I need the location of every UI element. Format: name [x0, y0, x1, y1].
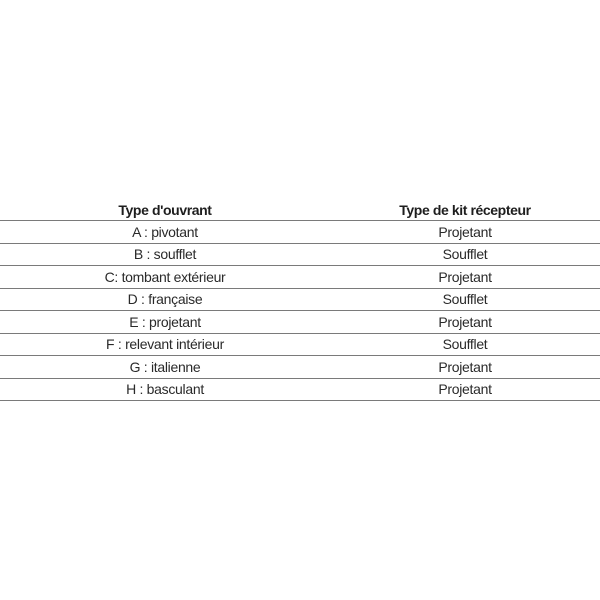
table-row: [0, 244, 600, 267]
receiver-kit-cell: Projetant: [438, 381, 492, 398]
table-row: [0, 356, 600, 379]
opening-type-cell: A : pivotant: [132, 223, 198, 240]
receiver-kit-cell: Projetant: [438, 313, 492, 330]
table-row: [0, 379, 600, 402]
receiver-kit-cell: Soufflet: [442, 291, 488, 308]
opening-type-cell: F : relevant intérieur: [106, 336, 224, 353]
header-receiver-kit-type: Type de kit récepteur: [399, 201, 531, 218]
table-row: [0, 266, 600, 289]
opening-type-cell: H : basculant: [126, 381, 204, 398]
receiver-kit-cell: Projetant: [438, 268, 492, 285]
receiver-kit-cell: Soufflet: [442, 246, 488, 263]
opening-type-cell: B : soufflet: [133, 246, 197, 263]
table-header-row: [0, 199, 600, 221]
opening-type-table: [0, 199, 600, 401]
opening-type-cell: C: tombant extérieur: [104, 268, 226, 285]
table-row: [0, 311, 600, 334]
header-opening-type: Type d'ouvrant: [118, 201, 212, 218]
receiver-kit-cell: Projetant: [438, 358, 492, 375]
receiver-kit-cell: Soufflet: [442, 336, 488, 353]
opening-type-cell: G : italienne: [129, 358, 201, 375]
table-row: [0, 334, 600, 357]
table-row: [0, 289, 600, 312]
receiver-kit-cell: Projetant: [438, 223, 492, 240]
table-row: [0, 221, 600, 244]
opening-type-cell: E : projetant: [129, 313, 201, 330]
opening-type-cell: D : française: [127, 291, 203, 308]
